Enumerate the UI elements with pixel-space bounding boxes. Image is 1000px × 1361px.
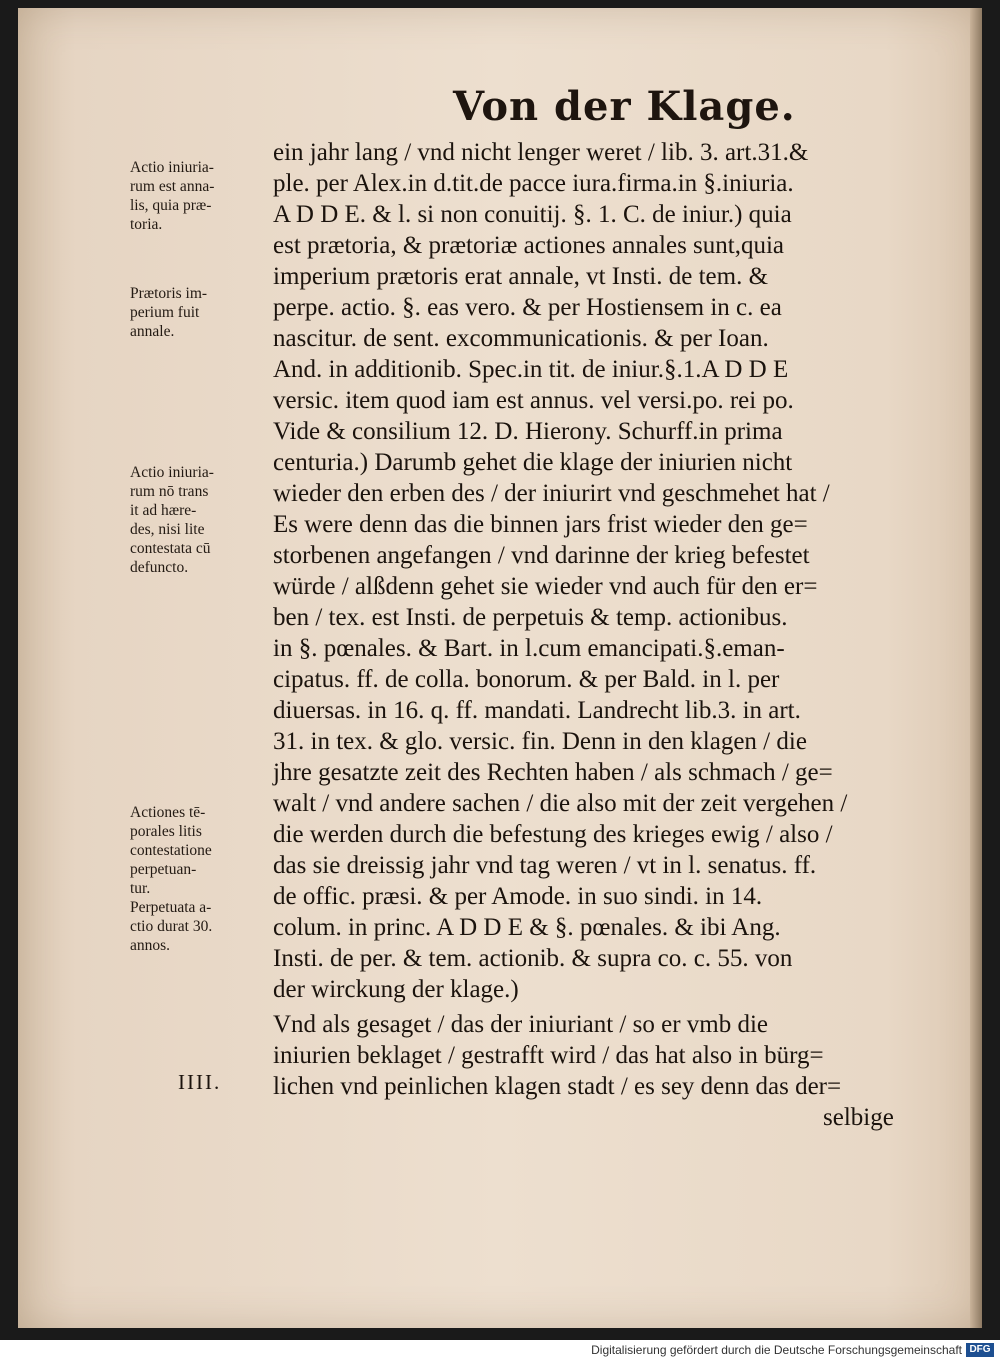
running-head: Von der Klage. (453, 83, 796, 130)
text-line: de offic. præsi. & per Amode. in suo sindi. in 14. (273, 883, 763, 910)
text-line: ple. per Alex.in d.tit.de pacce iura.firma.in §.iniuria. (273, 170, 794, 197)
catchword: selbige (823, 1104, 894, 1131)
text-line: Vnd als gesaget / das der iniuriant / so er vmb die (273, 1011, 769, 1038)
text-line: ein jahr lang / vnd nicht lenger weret / lib. 3. art.31.& (273, 139, 809, 166)
marginal-note (130, 158, 270, 234)
marginal-note-line: tur. (130, 880, 151, 897)
text-line: lichen vnd peinlichen klagen stadt / es sey denn das der= (273, 1073, 842, 1100)
footer-bar (0, 1340, 1000, 1361)
marginal-note-line: Actiones tē- (130, 804, 206, 821)
marginal-note-line: toria. (130, 216, 163, 233)
text-line: iniurien beklaget / gestrafft wird / das hat also in bürg= (273, 1042, 824, 1069)
text-line: Vide & consilium 12. D. Hierony. Schurff.in prima (273, 418, 783, 445)
funding-credit: Digitalisierung gefördert durch die Deutsche Forschungsgemeinschaft (591, 1343, 962, 1357)
marginal-note (130, 463, 270, 577)
text-line: der wirckung der klage.) (273, 976, 519, 1003)
text-line: Es were denn das die binnen jars frist wieder den ge= (273, 511, 808, 538)
dfg-logo: DFG (966, 1343, 994, 1357)
marginal-note (130, 803, 270, 955)
text-line: würde / alßdenn gehet sie wieder vnd auch für den er= (273, 573, 818, 600)
marginal-note-line: annos. (130, 937, 171, 954)
text-line: A D D E. & l. si non conuitij. §. 1. C. de iniur.) quia (273, 201, 792, 228)
marginal-note-line: rum est anna- (130, 178, 215, 195)
text-line: storbenen angefangen / vnd darinne der krieg befestet (273, 542, 810, 569)
text-line: centuria.) Darumb gehet die klage der iniurien nicht (273, 449, 793, 476)
text-line: versic. item quod iam est annus. vel versi.po. rei po. (273, 387, 794, 414)
marginal-note-line: contestata cū (130, 540, 211, 557)
text-line: die werden durch die befestung des krieges ewig / also / (273, 821, 833, 848)
marginal-note-line: ctio durat 30. (130, 918, 213, 935)
marginal-note-line: Actio iniuria- (130, 159, 214, 176)
text-line: jhre gesatzte zeit des Rechten haben / als schmach / ge= (273, 759, 833, 786)
text-line: diuersas. in 16. q. ff. mandati. Landrecht lib.3. in art. (273, 697, 801, 724)
marginal-note-line: annale. (130, 323, 175, 340)
text-line: in §. pœnales. & Bart. in l.cum emancipati.§.eman- (273, 635, 785, 662)
text-line: walt / vnd andere sachen / die also mit der zeit vergehen / (273, 790, 848, 817)
marginal-note-line: perium fuit (130, 304, 200, 321)
text-line: imperium prætoris erat annale, vt Insti. de tem. & (273, 263, 769, 290)
text-line: ben / tex. est Insti. de perpetuis & temp. actionibus. (273, 604, 788, 631)
marginal-note-line: Prætoris im- (130, 285, 208, 302)
marginal-note-line: it ad hære- (130, 502, 197, 519)
text-line: das sie dreissig jahr vnd tag weren / vt in l. senatus. ff. (273, 852, 817, 879)
marginal-note (130, 284, 270, 341)
text-line: cipatus. ff. de colla. bonorum. & per Bald. in l. per (273, 666, 780, 693)
marginal-note-line: contestatione (130, 842, 212, 859)
text-line: est prætoria, & prætoriæ actiones annales sunt,quia (273, 232, 785, 259)
text-line: colum. in princ. A D D E & §. pœnales. & ibi Ang. (273, 914, 781, 941)
text-line: And. in additionib. Spec.in tit. de iniur.§.1.A D D E (273, 356, 789, 383)
marginal-note-line: defuncto. (130, 559, 189, 576)
marginal-note-line: des, nisi lite (130, 521, 205, 538)
marginal-note-line: Actio iniuria- (130, 464, 214, 481)
marginal-note-line: lis, quia præ- (130, 197, 212, 214)
text-line: wieder den erben des / der iniurirt vnd geschmehet hat / (273, 480, 830, 507)
text-line: perpe. actio. §. eas vero. & per Hostiensem in c. ea (273, 294, 782, 321)
book-page (18, 8, 982, 1328)
page-edge (970, 8, 982, 1328)
text-line: nascitur. de sent. excommunicationis. & per Ioan. (273, 325, 769, 352)
text-line: Insti. de per. & tem. actionib. & supra co. c. 55. von (273, 945, 793, 972)
marginal-note-line: perpetuan- (130, 861, 197, 878)
marginal-note-line: Perpetuata a- (130, 899, 212, 916)
marginal-note-line: porales litis (130, 823, 202, 840)
marginal-note-line: rum nō trans (130, 483, 209, 500)
section-number: IIII. (178, 1070, 222, 1094)
text-line: 31. in tex. & glo. versic. fin. Denn in den klagen / die (273, 728, 807, 755)
